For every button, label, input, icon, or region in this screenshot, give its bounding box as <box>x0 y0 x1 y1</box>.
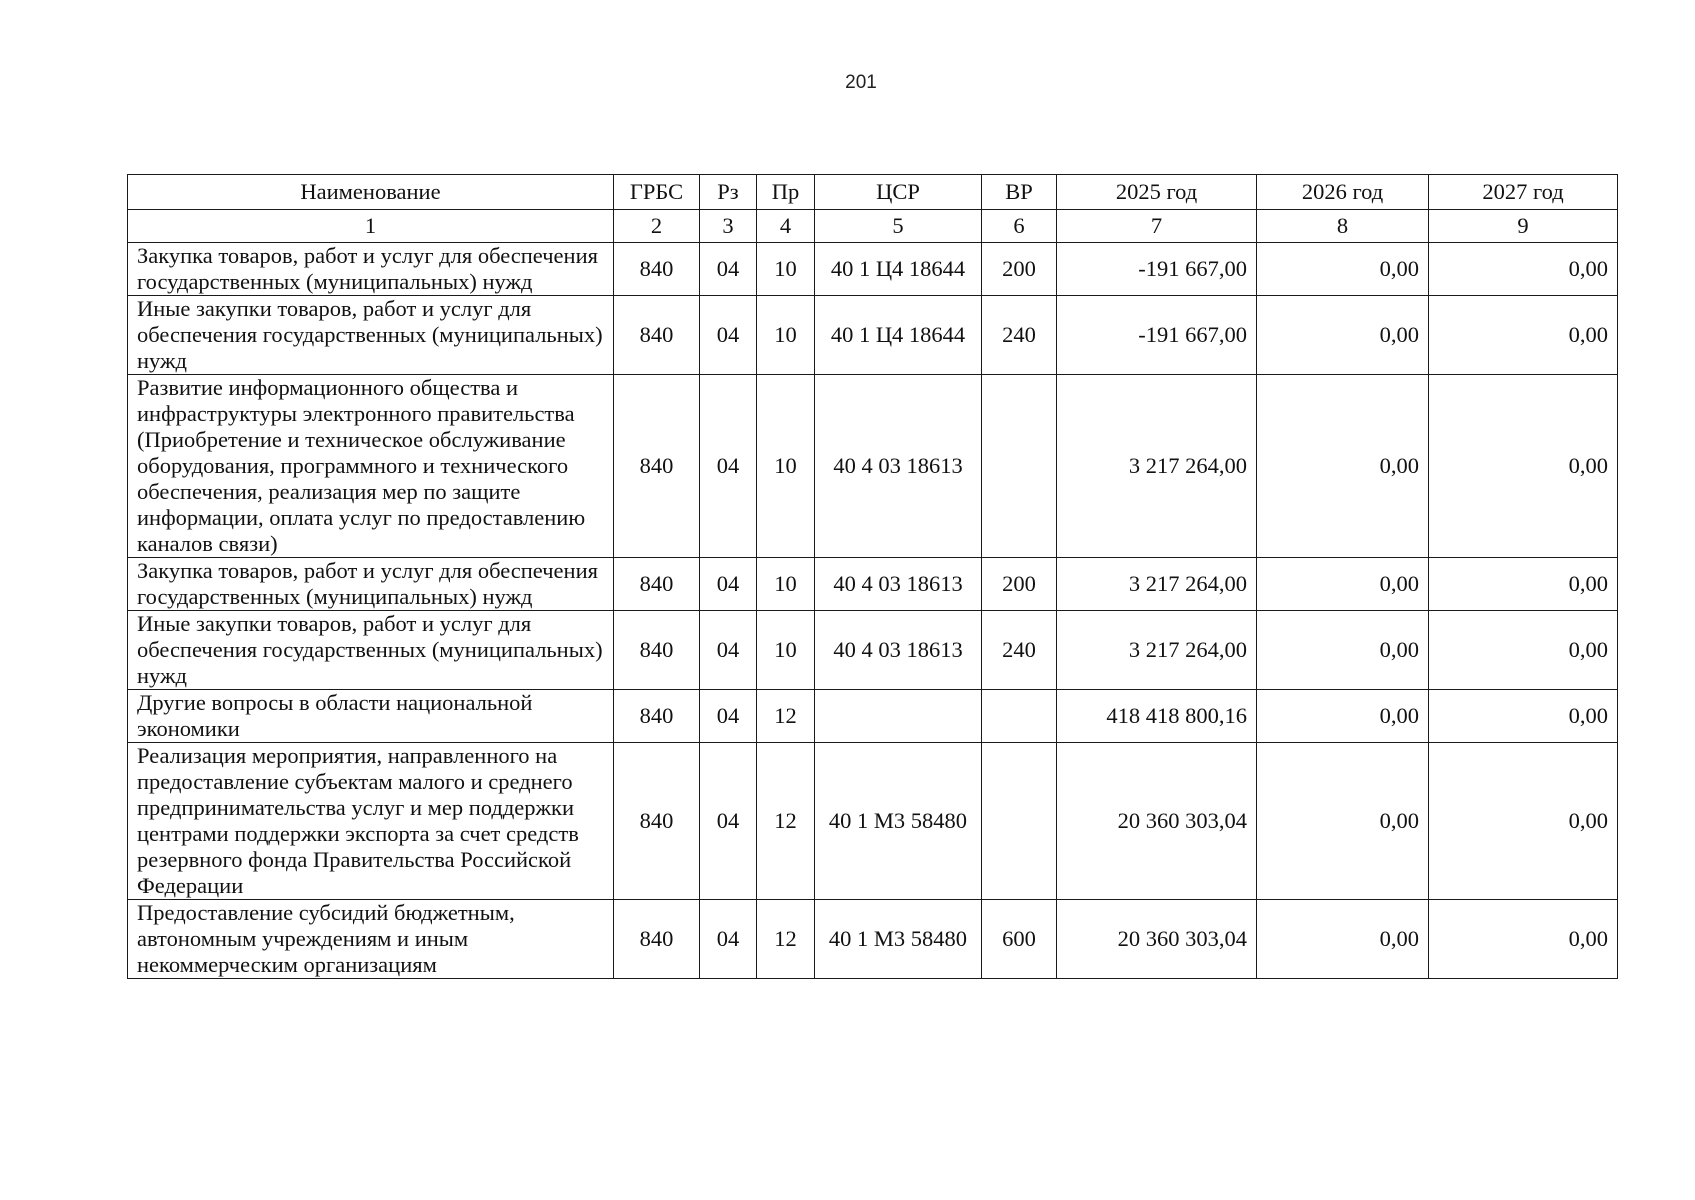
row-vr <box>982 690 1057 743</box>
row-2025: -191 667,00 <box>1057 243 1257 296</box>
row-2027: 0,00 <box>1429 558 1618 611</box>
row-name: Предоставление субсидий бюджетным, автономным учреждениям и иным некоммерческим организациям <box>128 900 614 979</box>
row-grbs: 840 <box>614 243 700 296</box>
column-number: 3 <box>700 210 757 243</box>
row-grbs: 840 <box>614 611 700 690</box>
row-csr: 40 1 Ц4 18644 <box>815 243 982 296</box>
row-csr: 40 4 03 18613 <box>815 375 982 558</box>
row-2026: 0,00 <box>1257 375 1429 558</box>
column-number: 8 <box>1257 210 1429 243</box>
row-csr: 40 1 М3 58480 <box>815 900 982 979</box>
row-2026: 0,00 <box>1257 900 1429 979</box>
row-grbs: 840 <box>614 558 700 611</box>
row-name: Иные закупки товаров, работ и услуг для обеспечения государственных (муниципальных) нужд <box>128 296 614 375</box>
row-rz: 04 <box>700 690 757 743</box>
row-pr: 10 <box>757 375 815 558</box>
row-name: Развитие информационного общества и инфраструктуры электронного правительства (Приобретение и техническое обслуживание оборудования, программного и технического обеспечения, реализация мер по защите информации, оплата услуг по предоставлению каналов связи) <box>128 375 614 558</box>
row-2025: 20 360 303,04 <box>1057 900 1257 979</box>
row-rz: 04 <box>700 558 757 611</box>
row-name: Закупка товаров, работ и услуг для обеспечения государственных (муниципальных) нужд <box>128 558 614 611</box>
row-rz: 04 <box>700 900 757 979</box>
row-2025: 3 217 264,00 <box>1057 375 1257 558</box>
row-2027: 0,00 <box>1429 243 1618 296</box>
table-row <box>128 900 1618 979</box>
row-csr: 40 1 М3 58480 <box>815 743 982 900</box>
row-pr: 10 <box>757 611 815 690</box>
column-number-row <box>128 210 1618 243</box>
row-2026: 0,00 <box>1257 743 1429 900</box>
row-2026: 0,00 <box>1257 558 1429 611</box>
row-rz: 04 <box>700 743 757 900</box>
header-cell-rz: Рз <box>700 175 757 210</box>
row-name: Другие вопросы в области национальной экономики <box>128 690 614 743</box>
row-rz: 04 <box>700 375 757 558</box>
row-rz: 04 <box>700 296 757 375</box>
row-name: Закупка товаров, работ и услуг для обеспечения государственных (муниципальных) нужд <box>128 243 614 296</box>
row-grbs: 840 <box>614 296 700 375</box>
column-number: 6 <box>982 210 1057 243</box>
row-grbs: 840 <box>614 743 700 900</box>
row-pr: 10 <box>757 558 815 611</box>
row-2026: 0,00 <box>1257 611 1429 690</box>
header-cell-2027: 2027 год <box>1429 175 1618 210</box>
table-row <box>128 243 1618 296</box>
header-cell-pr: Пр <box>757 175 815 210</box>
table-row <box>128 690 1618 743</box>
row-2027: 0,00 <box>1429 375 1618 558</box>
row-2026: 0,00 <box>1257 296 1429 375</box>
row-2027: 0,00 <box>1429 611 1618 690</box>
header-cell-name: Наименование <box>128 175 614 210</box>
row-vr: 240 <box>982 296 1057 375</box>
column-number: 4 <box>757 210 815 243</box>
header-cell-2026: 2026 год <box>1257 175 1429 210</box>
column-number: 7 <box>1057 210 1257 243</box>
row-vr: 240 <box>982 611 1057 690</box>
row-grbs: 840 <box>614 375 700 558</box>
row-2025: 20 360 303,04 <box>1057 743 1257 900</box>
header-cell-2025: 2025 год <box>1057 175 1257 210</box>
page-number: 201 <box>845 72 877 93</box>
row-vr: 200 <box>982 558 1057 611</box>
table-row <box>128 375 1618 558</box>
row-2027: 0,00 <box>1429 296 1618 375</box>
header-cell-grbs: ГРБС <box>614 175 700 210</box>
column-number: 5 <box>815 210 982 243</box>
row-2025: 3 217 264,00 <box>1057 558 1257 611</box>
row-pr: 10 <box>757 243 815 296</box>
row-2025: 3 217 264,00 <box>1057 611 1257 690</box>
row-grbs: 840 <box>614 900 700 979</box>
row-2026: 0,00 <box>1257 243 1429 296</box>
column-number: 9 <box>1429 210 1618 243</box>
row-2027: 0,00 <box>1429 743 1618 900</box>
row-2027: 0,00 <box>1429 690 1618 743</box>
column-number: 1 <box>128 210 614 243</box>
row-name: Иные закупки товаров, работ и услуг для обеспечения государственных (муниципальных) нужд <box>128 611 614 690</box>
column-number: 2 <box>614 210 700 243</box>
table-row <box>128 558 1618 611</box>
table-row <box>128 611 1618 690</box>
row-pr: 12 <box>757 900 815 979</box>
row-vr <box>982 743 1057 900</box>
budget-table <box>127 174 1618 979</box>
header-row <box>128 175 1618 210</box>
table-row <box>128 743 1618 900</box>
row-name: Реализация мероприятия, направленного на предоставление субъектам малого и среднего предпринимательства услуг и мер поддержки центрами поддержки экспорта за счет средств резервного фонда Правительства Российской Федерации <box>128 743 614 900</box>
table-row <box>128 296 1618 375</box>
row-csr <box>815 690 982 743</box>
row-vr: 600 <box>982 900 1057 979</box>
row-pr: 12 <box>757 690 815 743</box>
row-2025: 418 418 800,16 <box>1057 690 1257 743</box>
row-vr: 200 <box>982 243 1057 296</box>
row-2026: 0,00 <box>1257 690 1429 743</box>
header-cell-csr: ЦСР <box>815 175 982 210</box>
row-csr: 40 4 03 18613 <box>815 611 982 690</box>
row-rz: 04 <box>700 611 757 690</box>
row-2027: 0,00 <box>1429 900 1618 979</box>
row-csr: 40 4 03 18613 <box>815 558 982 611</box>
row-grbs: 840 <box>614 690 700 743</box>
row-vr <box>982 375 1057 558</box>
row-pr: 10 <box>757 296 815 375</box>
row-pr: 12 <box>757 743 815 900</box>
header-cell-vr: ВР <box>982 175 1057 210</box>
row-rz: 04 <box>700 243 757 296</box>
row-2025: -191 667,00 <box>1057 296 1257 375</box>
row-csr: 40 1 Ц4 18644 <box>815 296 982 375</box>
